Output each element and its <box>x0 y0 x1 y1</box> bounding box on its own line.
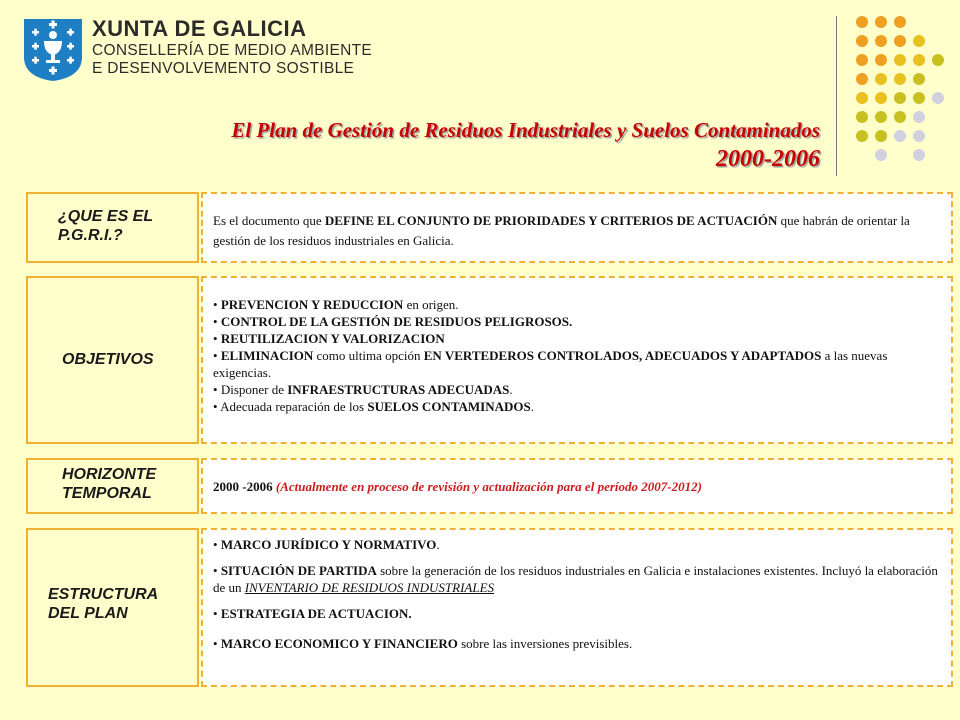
bullet: • <box>213 331 218 346</box>
label-line-1: HORIZONTE <box>62 466 157 483</box>
text: Adecuada reparación de los <box>220 399 368 414</box>
text: . <box>509 382 513 397</box>
label-line-2: P.G.R.I.? <box>58 227 123 244</box>
text-bold: ESTRATEGIA DE ACTUACION. <box>220 606 412 621</box>
text-bold: SUELOS CONTAMINADOS <box>367 399 531 414</box>
label-line-1: ESTRUCTURA <box>48 586 159 603</box>
text-bold: 2000 -2006 <box>213 479 273 494</box>
section-label-objetivos <box>26 276 199 444</box>
text-bold: ELIMINACION <box>220 348 314 363</box>
label-line-1: OBJETIVOS <box>62 351 154 368</box>
text-bold: SITUACIÓN DE PARTIDA <box>220 563 377 578</box>
text: en origen. <box>403 297 459 312</box>
bullet: • <box>213 348 218 363</box>
bullet: • <box>213 636 218 651</box>
text: sobre la generación de los residuos industriales en Galicia e instalaciones existentes. Incluyó la elaboración de un <box>213 563 938 595</box>
page-title: El Plan de Gestión de Residuos Industriales y Suelos Contaminados <box>231 118 820 142</box>
text: . <box>436 537 440 552</box>
section-label-que-es <box>26 192 199 263</box>
org-line-2: E DESENVOLVEMENTO SOSTIBLE <box>92 60 355 77</box>
page-title-years: 2000-2006 <box>716 146 820 172</box>
text-bold: INFRAESTRUCTURAS ADECUADAS <box>287 382 510 397</box>
text-bold: REUTILIZACION Y VALORIZACION <box>220 331 445 346</box>
section-content-que-es <box>201 192 953 263</box>
bullet: • <box>213 399 218 414</box>
text: Disponer de <box>220 382 288 397</box>
bullet: • <box>213 314 218 329</box>
list-item <box>213 313 941 330</box>
text-underlined: INVENTARIO DE RESIDUOS INDUSTRIALES <box>244 580 495 595</box>
text-bold: MARCO JURÍDICO Y NORMATIVO <box>220 537 437 552</box>
org-line-1: CONSELLERÍA DE MEDIO AMBIENTE <box>92 42 373 59</box>
text: como ultima opción <box>313 348 424 363</box>
section-content-horizonte <box>201 458 953 514</box>
list-item <box>213 536 941 553</box>
text-bold: MARCO ECONOMICO Y FINANCIERO <box>220 636 458 651</box>
list-item <box>213 330 941 347</box>
bullet: • <box>213 563 218 578</box>
text: que habrán de orientar la gestión de los residuos industriales en Galicia. <box>213 213 910 248</box>
bullet: • <box>213 606 218 621</box>
header-divider <box>836 16 837 176</box>
xunta-logo-icon <box>22 17 84 83</box>
note-text: (Actualmente en proceso de revisión y actualización para el período 2007-2012) <box>272 479 702 494</box>
bullet: • <box>213 537 218 552</box>
section-label-horizonte <box>26 458 199 514</box>
organization-header <box>92 16 372 78</box>
list-item <box>213 296 941 313</box>
list-item <box>213 347 941 381</box>
text: Es el documento que <box>213 213 325 228</box>
label-line-2: DEL PLAN <box>48 605 128 622</box>
section-content-objetivos <box>201 276 953 444</box>
text-bold: CONTROL DE LA GESTIÓN DE RESIDUOS PELIGROSOS. <box>220 314 573 329</box>
section-content-estructura <box>201 528 953 687</box>
text: . <box>530 399 534 414</box>
org-name: XUNTA DE GALICIA <box>92 16 307 41</box>
list-item <box>213 562 941 596</box>
label-line-1: ¿QUE ES EL <box>58 208 154 225</box>
bullet: • <box>213 297 218 312</box>
decorative-dots-icon <box>850 14 950 164</box>
bullet: • <box>213 382 218 397</box>
list-item <box>213 635 941 652</box>
text: sobre las inversiones previsibles. <box>457 636 633 651</box>
text: a las nuevas exigencias. <box>213 348 888 380</box>
list-item <box>213 381 941 398</box>
label-line-2: TEMPORAL <box>62 485 152 502</box>
text-bold: EN VERTEDEROS CONTROLADOS, ADECUADOS Y ADAPTADOS <box>423 348 822 363</box>
list-item <box>213 398 941 415</box>
list-item <box>213 605 941 622</box>
section-label-estructura <box>26 528 199 687</box>
text-bold: PREVENCION Y REDUCCION <box>220 297 404 312</box>
text-bold: DEFINE EL CONJUNTO DE PRIORIDADES Y CRITERIOS DE ACTUACIÓN <box>324 213 778 228</box>
